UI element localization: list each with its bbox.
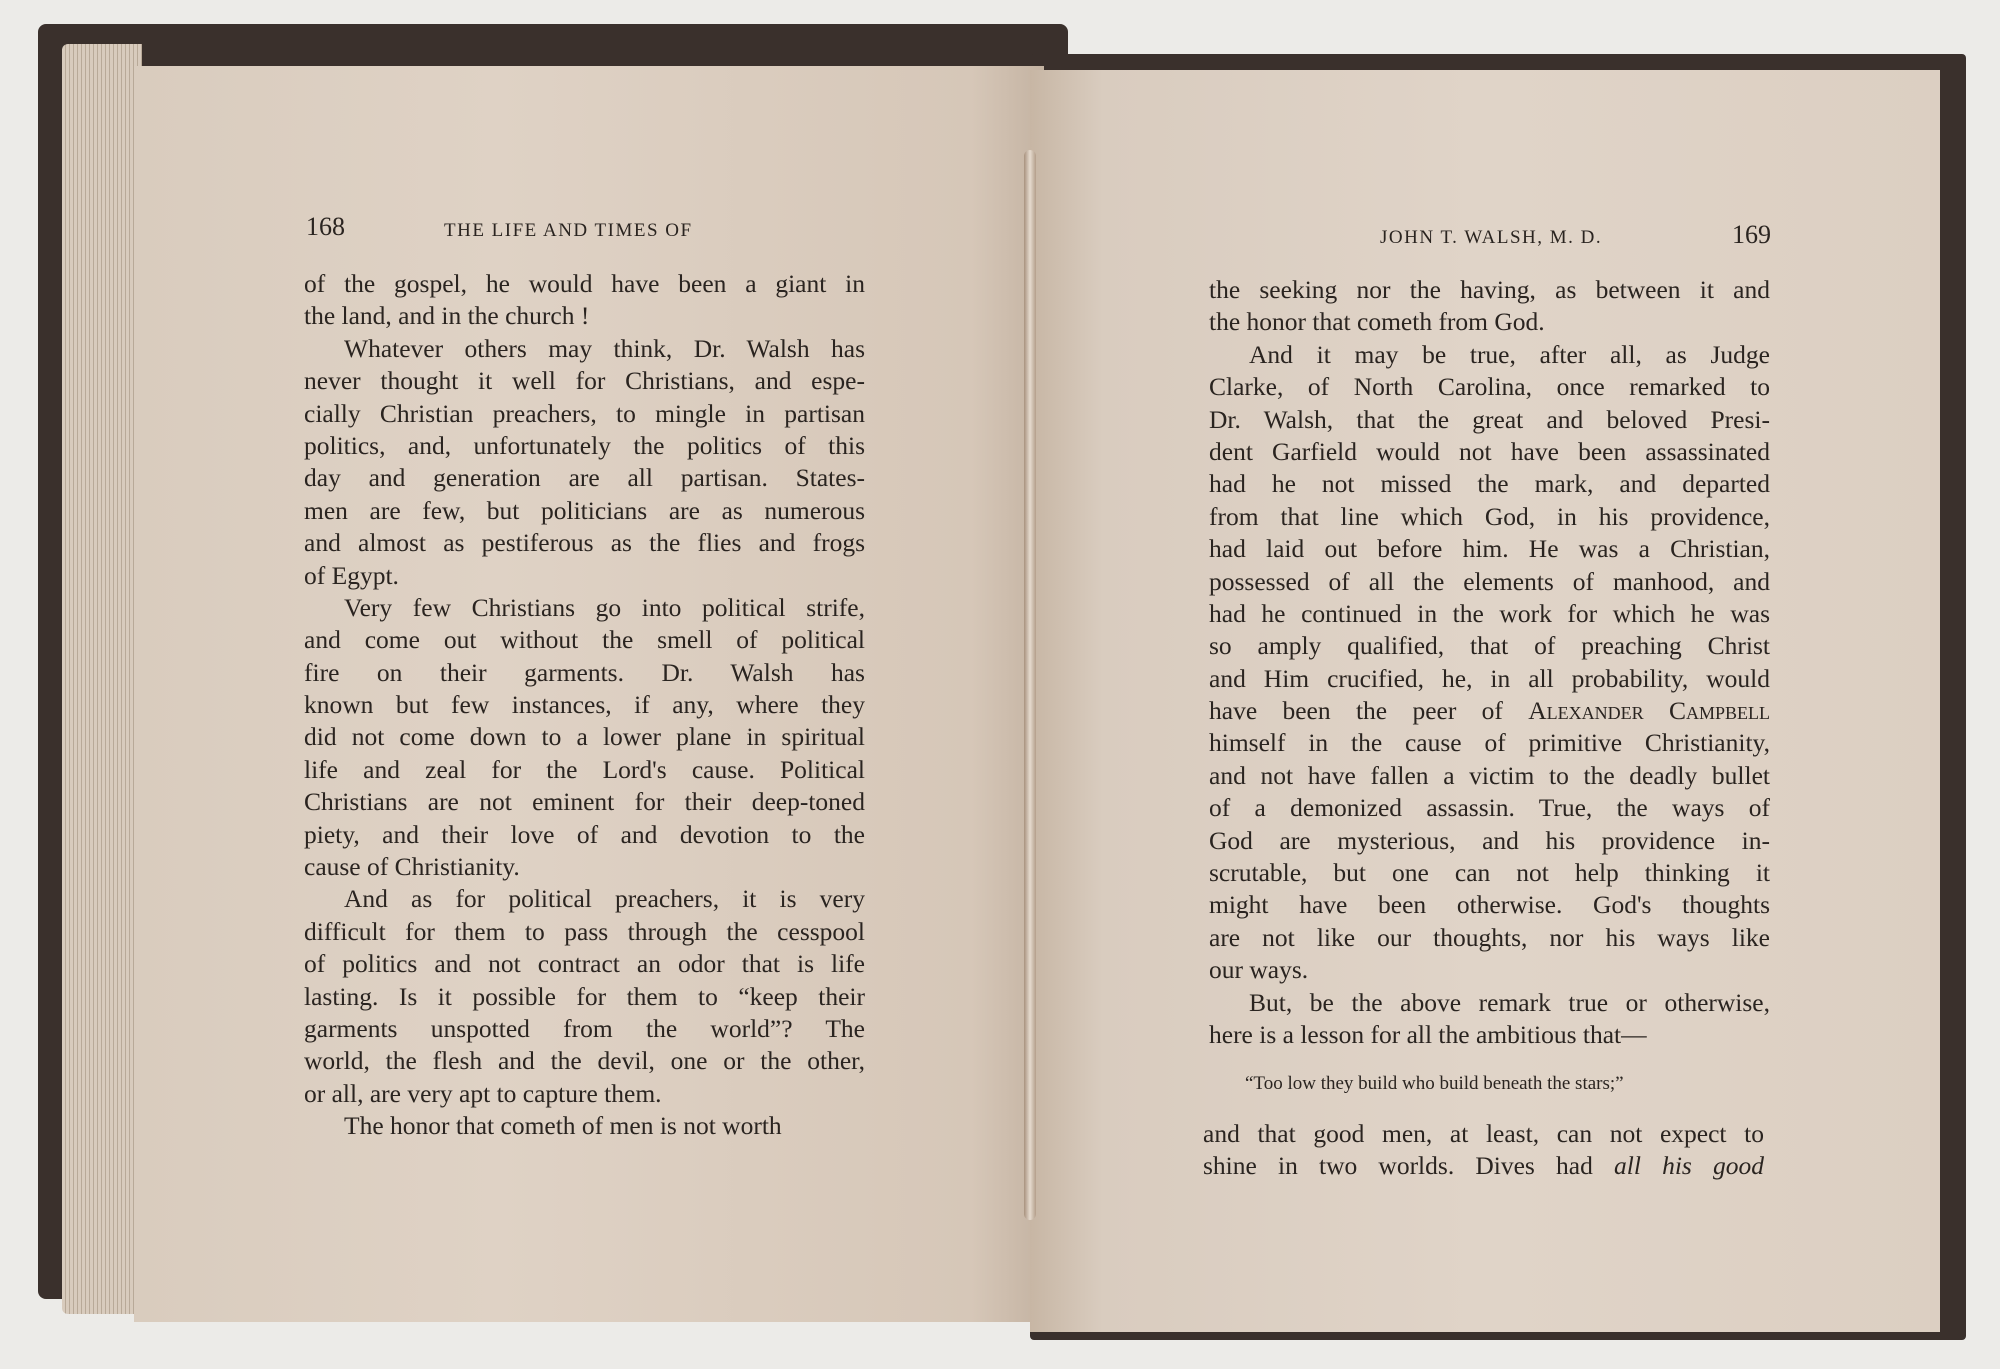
text-line: and not have fallen a victim to the deadly bullet (1209, 760, 1770, 790)
text-line: dent Garfield would not have been assassinated (1209, 436, 1770, 466)
text-line: The honor that cometh of men is not worth (344, 1111, 782, 1141)
text-line: and almost as pestiferous as the flies and frogs (304, 528, 865, 558)
text-line: here is a lesson for all the ambitious that— (1209, 1019, 1647, 1049)
text-line: the seeking nor the having, as between it and (1209, 275, 1770, 304)
text-line: or all, are very apt to capture them. (304, 1078, 662, 1108)
text-line: world, the flesh and the devil, one or the other, (304, 1046, 865, 1076)
text-line: and come out without the smell of political (304, 625, 865, 655)
text-line: fire on their garments. Dr. Walsh has (304, 657, 865, 687)
text-line: day and generation are all partisan. States- (304, 463, 865, 493)
small-caps-name: Alexander Campbell (1528, 696, 1771, 726)
text-line: are not like our thoughts, nor his ways like (1209, 922, 1770, 952)
text-line: garments unspotted from the world”? The (304, 1013, 865, 1043)
right-page-text (1209, 274, 1770, 1051)
text-line: life and zeal for the Lord's cause. Political (304, 754, 865, 784)
book-gutter (1024, 150, 1036, 1220)
text-line: scrutable, but one can not help thinking it (1209, 858, 1770, 888)
text-line: Dr. Walsh, that the great and beloved Presi- (1209, 404, 1770, 434)
text-line: the honor that cometh from God. (1209, 307, 1545, 337)
text-line: shine in two worlds. Dives had all his good (1203, 1151, 1764, 1181)
text-line: And as for political preachers, it is very (344, 884, 865, 914)
right-page-text-after-quote (1203, 1118, 1764, 1183)
text-line: had laid out before him. He was a Christian, (1209, 534, 1770, 564)
text-line: possessed of all the elements of manhood, and (1209, 566, 1770, 596)
text-line: had he continued in the work for which he was (1209, 598, 1770, 628)
text-line: and that good men, at least, can not expect to (1203, 1119, 1764, 1148)
text-line: so amply qualified, that of preaching Christ (1209, 631, 1770, 661)
text-line: politics, and, unfortunately the politics of this (304, 430, 865, 460)
text-line: have been the peer of Alexander Campbell (1209, 696, 1771, 726)
text-line: of Egypt. (304, 560, 399, 590)
text-line: piety, and their love of and devotion to the (304, 819, 865, 849)
text-line: and Him crucified, he, in all probability, would (1209, 663, 1770, 693)
text-line: had he not missed the mark, and departed (1209, 469, 1770, 499)
text-line: God are mysterious, and his providence in- (1209, 825, 1770, 855)
text-line: might have been otherwise. God's thoughts (1209, 890, 1770, 920)
text-line: himself in the cause of primitive Christianity, (1209, 728, 1770, 758)
text-line: Whatever others may think, Dr. Walsh has (344, 333, 865, 363)
text-line: known but few instances, if any, where they (304, 690, 865, 720)
text-line: never thought it well for Christians, and espe- (304, 366, 865, 396)
text-line: men are few, but politicians are as numerous (304, 495, 865, 525)
text-line: Very few Christians go into political strife, (344, 592, 865, 622)
italic-phrase: all his good (1613, 1151, 1764, 1181)
right-page-number: 169 (1732, 220, 1771, 249)
left-page-text (304, 268, 865, 1143)
left-running-head: THE LIFE AND TIMES OF (444, 220, 693, 241)
text-line: But, be the above remark true or otherwise, (1249, 987, 1770, 1017)
text-line: lasting. Is it possible for them to “keep their (304, 981, 865, 1011)
text-line: of politics and not contract an odor that is life (304, 949, 865, 979)
verse-quote: “Too low they build who build beneath the stars;” (1245, 1073, 1624, 1094)
text-line: Christians are not eminent for their deep-toned (304, 787, 865, 817)
right-running-head: JOHN T. WALSH, M. D. (1380, 227, 1603, 248)
text-line: difficult for them to pass through the cesspool (304, 916, 865, 946)
text-line: cause of Christianity. (304, 852, 520, 882)
text-line: of a demonized assassin. True, the ways of (1209, 793, 1770, 823)
text-line: of the gospel, he would have been a giant in (304, 269, 865, 298)
text-line: did not come down to a lower plane in spiritual (304, 722, 865, 752)
text-line: the land, and in the church ! (304, 301, 590, 331)
text-line: And it may be true, after all, as Judge (1249, 339, 1770, 369)
text-line: from that line which God, in his providence, (1209, 501, 1770, 531)
text-line: Clarke, of North Carolina, once remarked to (1209, 372, 1770, 402)
left-page-number: 168 (306, 212, 345, 241)
text-line: our ways. (1209, 955, 1309, 985)
text-line: cially Christian preachers, to mingle in partisan (304, 398, 865, 428)
page-edges (62, 44, 142, 1314)
